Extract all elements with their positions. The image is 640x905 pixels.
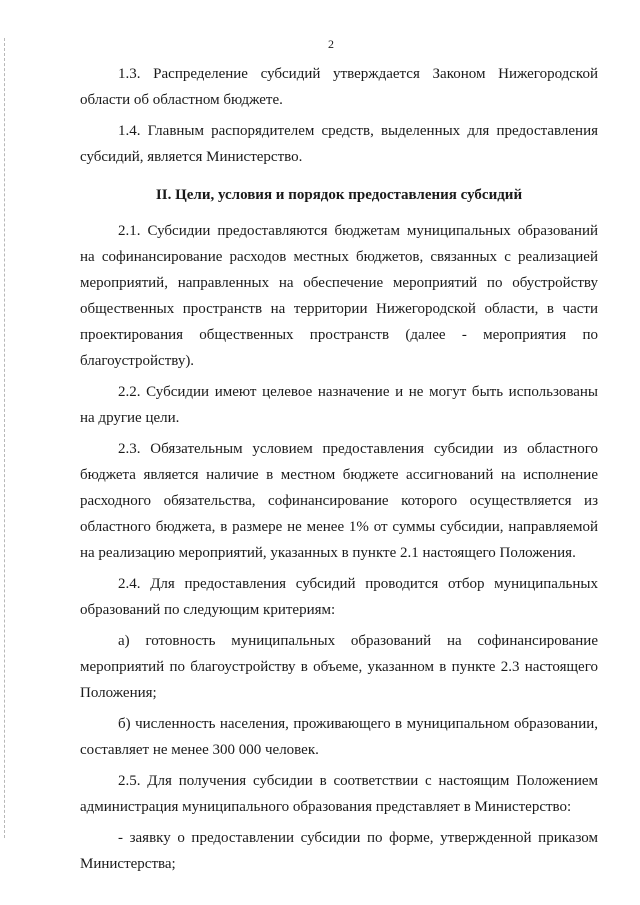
paragraph-2-4: 2.4. Для предоставления субсидий проводится отбор муниципальных образований по следующим критериям:: [80, 576, 598, 618]
paragraph-2-3: 2.3. Обязательным условием предоставления субсидии из областного бюджета является наличие в местном бюджете ассигнований на исполнение расходного обязательства, софинансирование которого осуществляется из областного бюджета, в размере не менее 1% от суммы субсидии, направляемой на реализацию мероприятий, указанных в пункте 2.1 настоящего Положения.: [80, 441, 598, 561]
paragraph-2-2: 2.2. Субсидии имеют целевое назначение и не могут быть использованы на другие цели.: [80, 384, 598, 426]
scan-edge-line: [4, 38, 6, 838]
paragraph-2-4-b: б) численность населения, проживающего в муниципальном образовании, составляет не менее 300 000 человек.: [80, 716, 598, 758]
document-body: [80, 61, 598, 882]
paragraph-2-5: 2.5. Для получения субсидии в соответствии с настоящим Положением администрация муниципального образования представляет в Министерство:: [80, 773, 598, 815]
paragraph-1-3: 1.3. Распределение субсидий утверждается Законом Нижегородской области об областном бюджете.: [80, 66, 598, 108]
section-heading: II. Цели, условия и порядок предоставления субсидий: [155, 187, 523, 203]
page-number: 2: [328, 37, 334, 51]
paragraph-2-4-a: а) готовность муниципальных образований на софинансирование мероприятий по благоустройству в объеме, указанном в пункте 2.3 настоящего Положения;: [80, 633, 598, 701]
paragraph-1-4: 1.4. Главным распорядителем средств, выделенных для предоставления субсидий, является Министерство.: [80, 123, 598, 165]
paragraph-2-1: 2.1. Субсидии предоставляются бюджетам муниципальных образований на софинансирование расходов местных бюджетов, связанных с реализацией мероприятий, направленных на обеспечение мероприятий по обустройству общественных пространств на территории Нижегородской области, в части проектирования общественных пространств (далее - мероприятия по благоустройству).: [80, 223, 598, 369]
paragraph-2-5-item: - заявку о предоставлении субсидии по форме, утвержденной приказом Министерства;: [80, 830, 598, 872]
